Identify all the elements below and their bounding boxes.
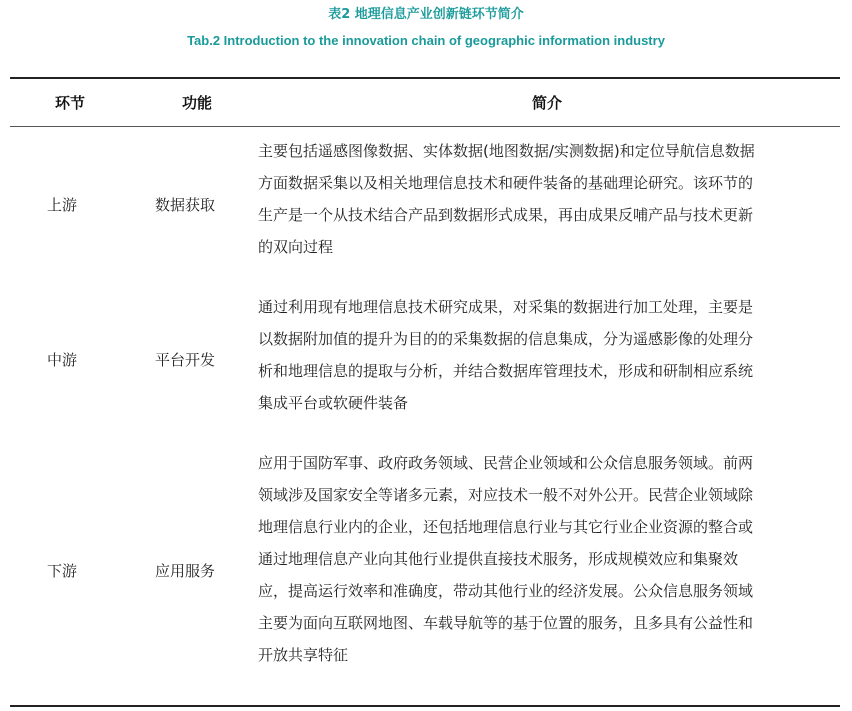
column-header-stage: 环节 [55,94,86,112]
row-description [258,135,832,263]
description-line: 开放共享特征 [258,646,349,664]
row-function-label: 应用服务 [155,562,216,580]
table-top-rule [10,77,840,79]
row-function-label: 平台开发 [155,351,216,369]
description-line: 集成平台或软硬件装备 [258,394,409,412]
description-line: 应，提高运行效率和准确度，带动其他行业的经济发展。公众信息服务领域 [258,582,754,600]
description-line: 通过地理信息产业向其他行业提供直接技术服务，形成规模效应和集聚效 [258,550,739,568]
column-header-description: 简介 [532,94,563,112]
description-line: 方面数据采集以及相关地理信息技术和硬件装备的基础理论研究。该环节的 [258,174,754,192]
column-header-function: 功能 [182,94,213,112]
table-bottom-rule [10,705,840,707]
row-function-label: 数据获取 [155,196,216,214]
description-line: 以数据附加值的提升为目的的采集数据的信息集成，分为遥感影像的处理分 [258,330,754,348]
table-header-rule [10,126,840,127]
description-line: 生产是一个从技术结合产品到数据形式成果，再由成果反哺产品与技术更新 [258,206,754,224]
description-line: 应用于国防军事、政府政务领域、民营企业领域和公众信息服务领域。前两 [258,454,754,472]
row-stage-label: 下游 [47,562,78,580]
description-line: 主要为面向互联网地图、车载导航等的基于位置的服务，且多具有公益性和 [258,614,754,632]
description-line: 主要包括遥感图像数据、实体数据(地图数据/实测数据)和定位导航信息数据 [258,142,755,160]
table-caption-chinese: 表2 地理信息产业创新链环节简介 [328,7,524,22]
description-line: 析和地理信息的提取与分析，并结合数据库管理技术，形成和研制相应系统 [258,362,754,380]
row-description [258,447,832,671]
table-caption-english: Tab.2 Introduction to the innovation chain of geographic information industry [187,33,665,48]
description-line: 通过利用现有地理信息技术研究成果，对采集的数据进行加工处理，主要是 [258,298,754,316]
description-line: 领域涉及国家安全等诸多元素，对应技术一般不对外公开。民营企业领域除 [258,486,754,504]
row-stage-label: 中游 [47,351,78,369]
description-line: 的双向过程 [258,238,334,256]
row-stage-label: 上游 [47,196,78,214]
description-line: 地理信息行业内的企业，还包括地理信息行业与其它行业企业资源的整合或 [258,518,754,536]
row-description [258,291,832,419]
